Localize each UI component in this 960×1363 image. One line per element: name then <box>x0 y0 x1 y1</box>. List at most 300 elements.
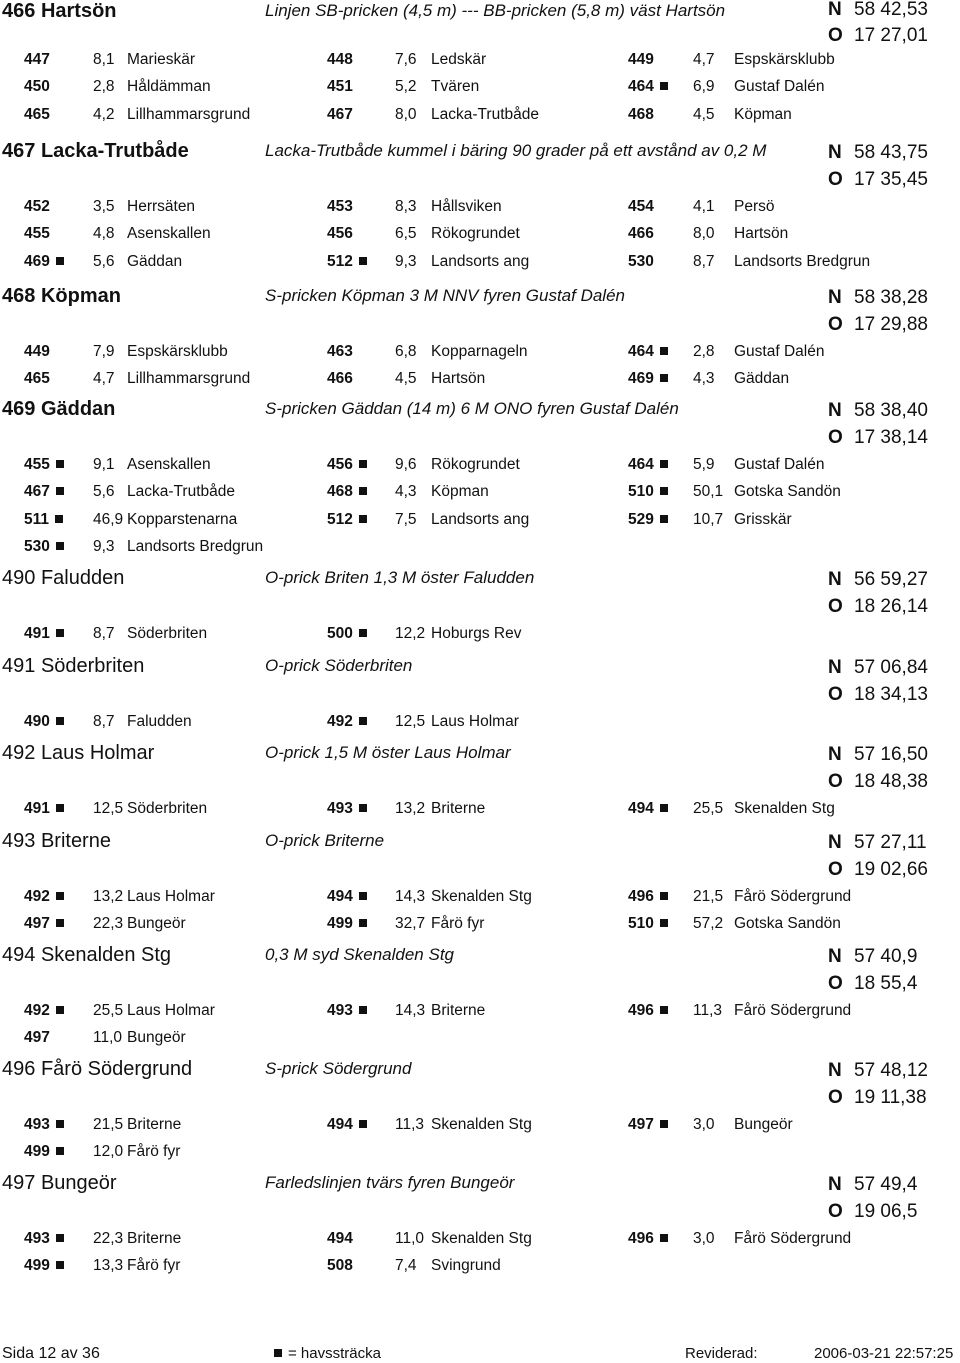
point-number: 467 <box>2 140 36 162</box>
legend <box>274 1345 381 1362</box>
neighbor-code <box>24 483 64 501</box>
sea-stretch-icon <box>660 347 668 355</box>
latitude <box>828 946 917 968</box>
neighbor-code <box>327 888 367 906</box>
neighbor-code <box>24 800 64 818</box>
neighbor-code <box>628 800 668 818</box>
latitude <box>828 142 928 164</box>
neighbor-row <box>0 195 960 222</box>
neighbor-name: Briterne <box>431 1002 486 1019</box>
neighbor-distance: 21,5 <box>693 888 724 905</box>
neighbor-distance: 8,0 <box>395 105 417 123</box>
point-name: Gäddan <box>40 398 116 420</box>
entry-497 <box>0 1172 960 1282</box>
neighbor-code-text: 494 <box>327 1116 353 1133</box>
neighbor-distance: 11,3 <box>395 1116 425 1133</box>
neighbor-code-text: 448 <box>327 51 353 68</box>
entry-title <box>2 0 117 23</box>
neighbor-code <box>327 343 353 361</box>
sea-stretch-icon <box>56 717 64 725</box>
entry-header <box>0 0 960 48</box>
neighbor-distance: 4,3 <box>693 370 715 388</box>
neighbor-row <box>0 885 960 912</box>
latitude <box>828 1060 928 1082</box>
sea-stretch-icon <box>660 1006 668 1014</box>
entry-490 <box>0 567 960 649</box>
neighbor-name: Skenalden Stg <box>431 1116 532 1133</box>
entry-header <box>0 140 960 195</box>
neighbor-code-text: 449 <box>628 51 654 68</box>
longitude-label: O <box>828 314 843 335</box>
longitude-value: 18 34,13 <box>854 684 928 705</box>
neighbor-name: Skenalden Stg <box>431 1230 532 1247</box>
entry-467 <box>0 140 960 277</box>
latitude-label: N <box>828 946 842 967</box>
sea-stretch-icon <box>660 374 668 382</box>
latitude-value: 57 40,9 <box>854 946 918 967</box>
entry-496 <box>0 1058 960 1168</box>
neighbor-code-text: 465 <box>24 105 50 123</box>
neighbor-code-text: 512 <box>327 252 353 270</box>
sea-stretch-icon <box>56 892 64 900</box>
point-name: Bungeör <box>40 1172 117 1194</box>
neighbor-row <box>0 797 960 824</box>
latitude-label: N <box>828 1174 842 1195</box>
neighbor-name: Gäddan <box>127 252 183 270</box>
neighbor-name: Hållsviken <box>431 198 502 215</box>
neighbor-name: Landsorts Bredgrun <box>734 252 871 270</box>
sea-stretch-icon <box>359 919 367 927</box>
neighbor-code <box>24 198 50 216</box>
neighbor-distance: 9,6 <box>395 456 417 473</box>
neighbor-code <box>24 1143 64 1161</box>
neighbor-distance: 4,7 <box>693 51 715 68</box>
neighbor-code <box>24 538 64 556</box>
neighbor-code-text: 497 <box>24 915 50 933</box>
entry-title <box>2 655 144 678</box>
sea-stretch-icon <box>359 1006 367 1014</box>
sea-stretch-icon <box>56 919 64 927</box>
sea-stretch-icon <box>660 1120 668 1128</box>
neighbor-name: Gustaf Dalén <box>734 456 825 473</box>
neighbor-code-text: 464 <box>628 78 654 96</box>
neighbor-code <box>327 915 367 933</box>
point-description: O-prick Briterne <box>265 831 385 850</box>
neighbor-code <box>628 370 668 388</box>
point-description: O-prick 1,5 M öster Laus Holmar <box>265 743 511 762</box>
neighbor-code-text: 496 <box>628 888 654 905</box>
neighbor-row <box>0 912 960 939</box>
neighbor-name: Gustaf Dalén <box>734 343 825 360</box>
neighbor-name: Espskärsklubb <box>734 51 835 68</box>
neighbor-name: Lillhammarsgrund <box>127 105 251 123</box>
neighbor-code-text: 463 <box>327 343 353 360</box>
neighbor-distance: 8,7 <box>693 252 715 270</box>
neighbor-code <box>327 713 367 731</box>
latitude-label: N <box>828 657 842 678</box>
sea-stretch-icon <box>55 515 63 523</box>
point-description: S-pricken Köpman 3 M NNV fyren Gustaf Dalén <box>265 286 625 305</box>
latitude-label: N <box>828 1060 842 1081</box>
neighbor-name: Rökogrundet <box>431 225 520 243</box>
neighbor-name: Asenskallen <box>127 225 211 243</box>
neighbor-name: Landsorts Bredgrun <box>127 537 264 555</box>
neighbor-name: Svingrund <box>431 1257 501 1275</box>
point-description: Lacka-Trutbåde kummel i bäring 90 grader på ett avstånd av 0,2 M <box>265 141 767 160</box>
neighbor-name: Faludden <box>127 713 192 730</box>
neighbor-code-text: 468 <box>628 105 654 123</box>
neighbor-name: Bungeör <box>127 1029 186 1047</box>
point-number: 468 <box>2 285 36 307</box>
latitude-value: 57 16,50 <box>854 744 928 765</box>
point-name: Faludden <box>40 567 125 589</box>
neighbor-name: Grisskär <box>734 510 792 528</box>
latitude-label: N <box>828 287 842 308</box>
neighbor-name: Lacka-Trutbåde <box>127 483 235 501</box>
neighbor-code <box>24 106 50 124</box>
revised-date: 2006-03-21 22:57:25 <box>814 1345 954 1362</box>
longitude-value: 17 27,01 <box>854 25 928 46</box>
sea-stretch-icon <box>56 1234 64 1242</box>
longitude-label: O <box>828 771 843 792</box>
longitude-value: 19 06,5 <box>854 1201 918 1222</box>
latitude-label: N <box>828 142 842 163</box>
neighbor-distance: 12,5 <box>395 713 426 730</box>
latitude <box>828 0 928 21</box>
neighbor-distance: 7,5 <box>395 510 417 528</box>
entry-title <box>2 944 171 967</box>
neighbor-distance: 14,3 <box>395 1002 426 1019</box>
neighbor-row <box>0 1254 960 1281</box>
neighbor-distance: 4,7 <box>93 370 115 388</box>
neighbor-distance: 22,3 <box>93 915 124 933</box>
legend-text: = havssträcka <box>288 1345 381 1362</box>
neighbor-distance: 9,1 <box>93 456 115 473</box>
longitude <box>828 596 928 618</box>
page-footer <box>0 1342 960 1362</box>
longitude-value: 17 35,45 <box>854 169 928 190</box>
neighbor-name: Hoburgs Rev <box>431 625 522 642</box>
entry-title <box>2 567 124 590</box>
neighbor-code <box>24 343 50 361</box>
neighbor-code-text: 452 <box>24 198 50 215</box>
latitude <box>828 287 928 309</box>
entry-title <box>2 1172 117 1195</box>
sea-stretch-icon <box>359 629 367 637</box>
neighbor-distance: 3,0 <box>693 1230 715 1247</box>
page-number: Sida 12 av 36 <box>2 1345 100 1362</box>
longitude-label: O <box>828 25 843 46</box>
neighbor-name: Köpman <box>734 105 792 123</box>
neighbor-code <box>24 625 64 643</box>
point-name: Fårö Södergrund <box>40 1058 193 1080</box>
longitude-value: 17 38,14 <box>854 427 928 448</box>
neighbor-code-text: 510 <box>628 483 654 501</box>
latitude-value: 58 43,75 <box>854 142 928 163</box>
neighbor-code <box>327 225 353 243</box>
neighbor-code-text: 453 <box>327 198 353 215</box>
neighbor-distance: 32,7 <box>395 915 426 933</box>
sea-stretch-icon <box>56 257 64 265</box>
latitude <box>828 744 928 766</box>
longitude-label: O <box>828 1087 843 1108</box>
sea-stretch-icon <box>660 919 668 927</box>
point-name: Hartsön <box>40 0 117 22</box>
latitude-value: 58 38,28 <box>854 287 928 308</box>
neighbor-name: Marieskär <box>127 51 196 68</box>
sea-stretch-icon <box>660 487 668 495</box>
neighbor-code-text: 455 <box>24 225 50 243</box>
point-number: 490 <box>2 567 36 589</box>
neighbor-code-text: 456 <box>327 456 353 473</box>
point-number: 493 <box>2 830 36 852</box>
neighbor-distance: 22,3 <box>93 1230 124 1247</box>
neighbor-name: Fårö fyr <box>127 1143 181 1161</box>
neighbor-code-text: 508 <box>327 1257 353 1275</box>
neighbor-code <box>24 1257 64 1275</box>
neighbor-code-text: 492 <box>24 1002 50 1019</box>
neighbor-name: Söderbriten <box>127 800 208 817</box>
latitude-value: 58 38,40 <box>854 400 928 421</box>
neighbor-code <box>327 800 367 818</box>
sea-stretch-icon <box>660 515 668 523</box>
neighbor-row <box>0 367 960 394</box>
latitude <box>828 1174 917 1196</box>
latitude-value: 57 48,12 <box>854 1060 928 1081</box>
sea-stretch-icon <box>660 82 668 90</box>
neighbor-name: Söderbriten <box>127 625 208 642</box>
entry-header <box>0 567 960 622</box>
entry-header <box>0 398 960 453</box>
latitude-label: N <box>828 400 842 421</box>
neighbor-name: Landsorts ang <box>431 510 530 528</box>
entry-header <box>0 830 960 885</box>
sea-stretch-icon <box>359 717 367 725</box>
longitude <box>828 427 928 449</box>
neighbor-code <box>628 511 668 529</box>
neighbor-name: Skenalden Stg <box>734 800 835 817</box>
latitude <box>828 569 928 591</box>
neighbor-row <box>0 1026 960 1053</box>
neighbor-distance: 8,3 <box>395 198 417 215</box>
longitude <box>828 1087 927 1109</box>
point-name: Laus Holmar <box>40 742 155 764</box>
neighbor-name: Laus Holmar <box>127 888 215 905</box>
latitude-value: 57 49,4 <box>854 1174 918 1195</box>
neighbor-code <box>327 1230 353 1248</box>
neighbor-name: Laus Holmar <box>431 713 519 730</box>
neighbor-code <box>24 713 64 731</box>
neighbor-code-text: 500 <box>327 625 353 642</box>
entry-494 <box>0 944 960 1054</box>
point-number: 496 <box>2 1058 36 1080</box>
neighbor-distance: 5,9 <box>693 456 715 473</box>
longitude <box>828 169 928 191</box>
longitude <box>828 771 928 793</box>
latitude-label: N <box>828 744 842 765</box>
neighbor-name: Asenskallen <box>127 456 211 473</box>
sea-stretch-icon <box>660 460 668 468</box>
neighbor-name: Landsorts ang <box>431 252 530 270</box>
sea-stretch-icon <box>56 1147 64 1155</box>
neighbor-name: Fårö fyr <box>431 915 485 933</box>
sea-stretch-icon <box>359 487 367 495</box>
point-description: O-prick Söderbriten <box>265 656 413 675</box>
neighbor-distance: 8,7 <box>93 713 115 730</box>
neighbor-distance: 9,3 <box>395 252 417 270</box>
point-number: 494 <box>2 944 36 966</box>
entry-492 <box>0 742 960 824</box>
neighbor-code <box>24 1116 64 1134</box>
neighbor-distance: 4,8 <box>93 225 115 243</box>
neighbor-name: Fårö Södergrund <box>734 888 852 905</box>
neighbor-code <box>628 225 654 243</box>
neighbor-name: Tvären <box>431 78 480 96</box>
sea-stretch-icon <box>56 1120 64 1128</box>
neighbor-name: Fårö Södergrund <box>734 1230 852 1247</box>
neighbor-code <box>24 370 50 388</box>
longitude <box>828 1201 917 1223</box>
neighbor-code-text: 499 <box>327 915 353 933</box>
neighbor-row <box>0 103 960 130</box>
neighbor-distance: 13,3 <box>93 1257 124 1275</box>
neighbor-row <box>0 453 960 480</box>
neighbor-code-text: 529 <box>628 510 654 528</box>
neighbor-distance: 10,7 <box>693 510 724 528</box>
neighbor-distance: 8,0 <box>693 225 715 243</box>
neighbor-code-text: 493 <box>24 1230 50 1247</box>
neighbor-code-text: 469 <box>24 252 50 270</box>
latitude <box>828 400 928 422</box>
neighbor-code <box>628 483 668 501</box>
neighbor-code <box>628 106 654 124</box>
longitude-label: O <box>828 427 843 448</box>
neighbor-distance: 5,6 <box>93 483 115 501</box>
neighbor-name: Hartsön <box>431 370 486 388</box>
point-description: Linjen SB-pricken (4,5 m) --- BB-pricken (5,8 m) väst Hartsön <box>265 1 726 20</box>
neighbor-row <box>0 1227 960 1254</box>
neighbor-name: Skenalden Stg <box>431 888 532 905</box>
neighbor-code <box>24 78 50 96</box>
latitude-label: N <box>828 569 842 590</box>
neighbor-code <box>24 253 64 271</box>
neighbor-distance: 4,1 <box>693 198 715 215</box>
neighbor-code-text: 466 <box>628 225 654 243</box>
longitude-value: 19 02,66 <box>854 859 928 880</box>
neighbor-distance: 7,6 <box>395 51 417 68</box>
neighbor-code-text: 530 <box>628 252 654 270</box>
neighbor-code <box>327 1116 367 1134</box>
neighbor-distance: 6,9 <box>693 78 715 96</box>
entry-title <box>2 742 154 765</box>
sea-stretch-icon <box>359 460 367 468</box>
neighbor-row <box>0 480 960 507</box>
neighbor-code-text: 511 <box>24 510 50 528</box>
neighbor-row <box>0 340 960 367</box>
neighbor-code <box>327 78 353 96</box>
neighbor-name: Fårö fyr <box>127 1257 181 1275</box>
neighbor-distance: 8,7 <box>93 625 115 642</box>
neighbor-distance: 25,5 <box>93 1002 124 1019</box>
entry-title <box>2 285 121 308</box>
neighbor-code <box>628 343 668 361</box>
neighbor-code-text: 491 <box>24 800 50 817</box>
latitude-label: N <box>828 0 842 20</box>
latitude <box>828 657 928 679</box>
neighbor-distance: 50,1 <box>693 483 724 501</box>
sea-stretch-icon <box>56 629 64 637</box>
neighbor-code <box>327 51 353 69</box>
neighbor-code-text: 468 <box>327 483 353 501</box>
point-description: Farledslinjen tvärs fyren Bungeör <box>265 1173 515 1192</box>
neighbor-code-text: 466 <box>327 370 353 388</box>
neighbor-distance: 57,2 <box>693 915 724 933</box>
neighbor-distance: 21,5 <box>93 1116 124 1133</box>
neighbor-code-text: 469 <box>628 370 654 388</box>
entry-header <box>0 944 960 999</box>
neighbor-row <box>0 508 960 535</box>
neighbor-code <box>24 225 50 243</box>
neighbor-code <box>24 915 64 933</box>
neighbor-code <box>327 106 353 124</box>
neighbor-distance: 2,8 <box>93 78 115 96</box>
neighbor-distance: 8,1 <box>93 51 115 68</box>
entry-468 <box>0 285 960 395</box>
neighbor-name: Bungeör <box>734 1116 793 1133</box>
neighbor-code-text: 491 <box>24 625 50 642</box>
latitude-value: 58 42,53 <box>854 0 928 20</box>
neighbor-code-text: 447 <box>24 51 50 68</box>
longitude <box>828 314 928 336</box>
neighbor-code <box>327 625 367 643</box>
neighbor-code-text: 456 <box>327 225 353 243</box>
longitude-value: 19 11,38 <box>854 1087 927 1108</box>
neighbor-name: Persö <box>734 198 775 215</box>
longitude-label: O <box>828 169 843 190</box>
neighbor-name: Briterne <box>127 1230 182 1247</box>
neighbor-distance: 3,5 <box>93 198 115 215</box>
neighbor-distance: 4,5 <box>693 105 715 123</box>
neighbor-distance: 5,2 <box>395 78 417 96</box>
sea-stretch-icon <box>56 487 64 495</box>
neighbor-code <box>628 1116 668 1134</box>
entry-header <box>0 1058 960 1113</box>
neighbor-code <box>24 456 64 474</box>
neighbor-distance: 4,5 <box>395 370 417 388</box>
entry-header <box>0 742 960 797</box>
neighbor-code <box>327 1257 353 1275</box>
entry-header <box>0 1172 960 1227</box>
neighbor-distance: 14,3 <box>395 888 426 905</box>
neighbor-row <box>0 1113 960 1140</box>
neighbor-code-text: 451 <box>327 78 353 96</box>
point-number: 466 <box>2 0 36 22</box>
neighbor-distance: 6,5 <box>395 225 417 243</box>
neighbor-name: Hartsön <box>734 225 789 243</box>
neighbor-name: Rökogrundet <box>431 456 520 473</box>
neighbor-code <box>24 511 63 529</box>
neighbor-distance: 11,0 <box>93 1029 123 1047</box>
neighbor-code-text: 510 <box>628 915 654 933</box>
latitude-value: 56 59,27 <box>854 569 928 590</box>
longitude-value: 18 55,4 <box>854 973 918 994</box>
neighbor-code <box>628 1002 668 1020</box>
neighbor-code <box>327 1002 367 1020</box>
neighbor-row <box>0 710 960 737</box>
neighbor-name: Håldämman <box>127 78 211 96</box>
neighbor-code-text: 465 <box>24 370 50 388</box>
neighbor-code <box>628 198 654 216</box>
